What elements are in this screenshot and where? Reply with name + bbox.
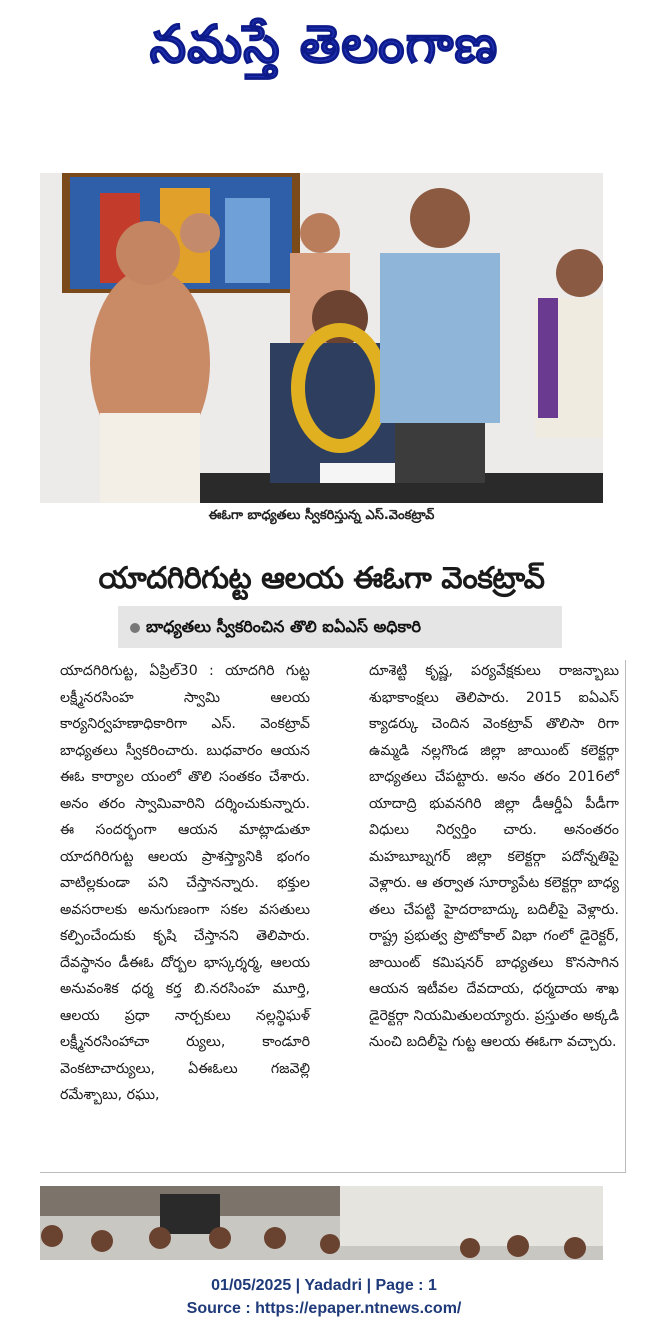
article-headline: యాదగిరిగుట్ట ఆలయ ఈఓగా వెంకట్రావ్	[98, 561, 545, 596]
bullet-icon	[130, 623, 140, 633]
column-1-text: యాదగిరిగుట్ట, ఏప్రిల్30 : యాదగిరి గుట్ట లక్ష్మీనరసింహ స్వామి ఆలయ కార్యనిర్వహణాధికారిగా ఎస్. వెంకట్రావ్ బాధ్యతలు స్వీకరించారు. బుధవారం ఆయన ఈఓ కార్యాల యంలో తొలి సంతకం చేశారు. అనం తరం స్వామివారిని దర్శించుకున్నారు. ఈ సందర్భంగా ఆయన మాట్లాడుతూ యాదగిరిగుట్ట ఆలయ ప్రాశస్త్యానికి భంగం వాటిల్లకుండా పని చేస్తానన్నారు. భక్తుల అవసరాలకు అనుగుణంగా సకల వసతులు కల్పించేందుకు కృషి చేస్తానని తెలిపారు. దేవస్థానం డీఈఓ దోర్బల భాస్కర్శర్మ, ఆలయ అనువంశిక ధర్మ కర్త బి.నరసింహ మూర్తి, ఆలయ ప్రధా నార్చకులు నల్లన్థిఘళ్ లక్ష్మీనరసింహాచా ర్యులు, కాండూరి వెంకటాచార్యులు, ఏఈఓలు గజవెల్లి రమేశ్బాబు, రఘు,	[60, 663, 310, 1103]
article-photo	[40, 173, 603, 503]
footer-date-edition: 01/05/2025 | Yadadri | Page : 1	[211, 1277, 437, 1294]
next-article-photo	[40, 1186, 603, 1260]
masthead-title: నమస్తే తెలంగాణ	[149, 15, 499, 75]
column-2-text: దూశెట్టి కృష్ణ, పర్యవేక్షకులు రాజన్బాబు శుభాకాంక్షలు తెలిపారు. 2015 ఐఏఎస్ క్యాడర్కు చెందిన వెంకట్రావ్ తొలిసా రిగా ఉమ్మడి నల్లగొండ జిల్లా జాయింట్ కలెక్టర్గా బాధ్యతలు చేపట్టారు. అనం తరం 2016లో యాదాద్రి భువనగిరి జిల్లా డీఆర్డీఏ పీడీగా విధులు నిర్వర్తిం చారు. అనంతరం మహబూబ్నగర్ జిల్లా కలెక్టర్గా పదోన్నతిపై వెళ్లారు. ఆ తర్వాత సూర్యాపేట కలెక్టర్గా బాధ్య తలు చేపట్టి హైదరాబాద్కు బదిలీపై వెళ్లారు. రాష్ట్ర ప్రభుత్వ ప్రొటోకాల్ విభా గంలో డైరెక్టర్, జాయింట్ కమిషనర్ బాధ్యతలు కొనసాగిన ఆయన ఇటీవల దేవదాయ, ధర్మదాయ శాఖ డైరెక్టర్గా నియమితులయ్యారు. ప్రస్తుతం అక్కడి నుంచి బదిలీపై గుట్ట ఆలయ ఈఓగా వచ్చారు.	[369, 663, 619, 1050]
column-border-right	[625, 660, 626, 1172]
article-bottom-rule	[40, 1172, 626, 1173]
article-column-2	[369, 658, 619, 1056]
article-column-1	[60, 658, 310, 1109]
footer-source: Source : https://epaper.ntnews.com/	[186, 1300, 462, 1317]
article-subhead	[118, 606, 562, 648]
newspaper-masthead	[0, 10, 648, 80]
subhead-text: బాధ్యతలు స్వీకరించిన తొలి ఐఏఎస్ అధికారి	[146, 617, 421, 636]
photo-caption: ఈఓగా బాధ్యతలు స్వీకరిస్తున్న ఎస్.వెంకట్రావ్	[208, 508, 435, 523]
